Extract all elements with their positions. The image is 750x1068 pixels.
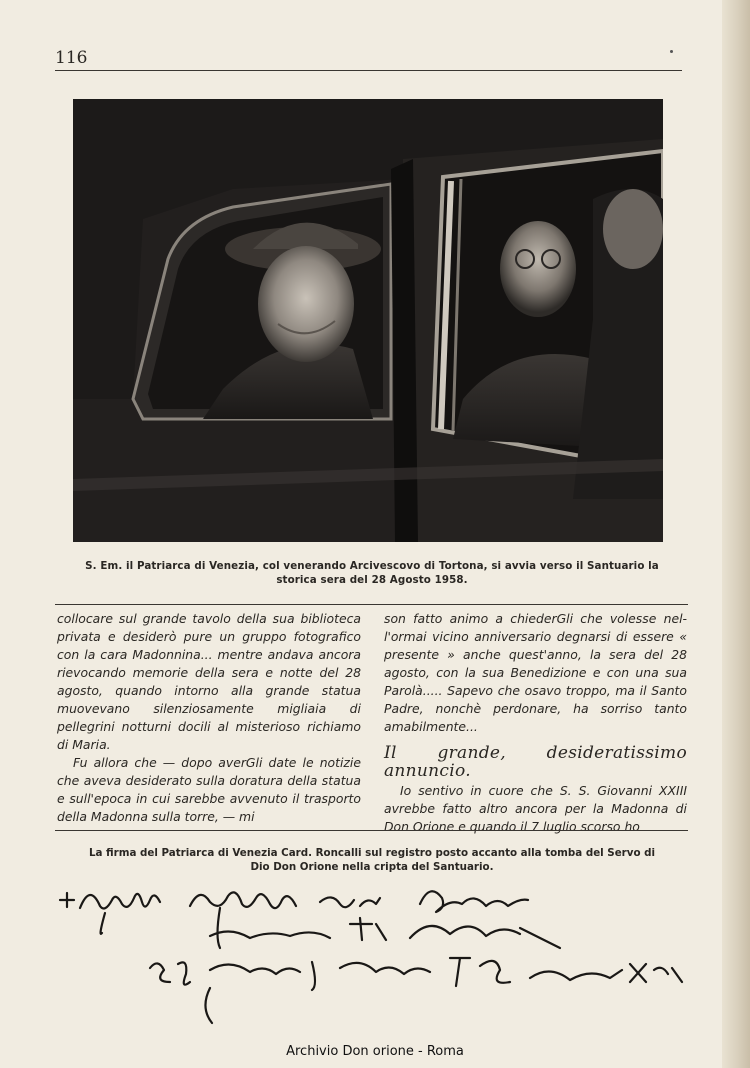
paragraph: Io sentivo in cuore che S. S. Giovanni XXIII avrebbe fatto altro ancora per la Madonna di Don Orione e quando il 7 luglio scorso ho	[384, 783, 687, 834]
text-column-left	[57, 610, 361, 826]
paragraph: collocare sul grande tavolo della sua biblioteca privata e desiderò pure un gruppo fotografico con la cara Madonnina... mentre andava ancora rievocando memorie della sera e notte del 28 agosto, quando intorno alla grande statua muovevano silenziosamente migliaia di pellegrini notturni docili al misterioso richiamo di Maria.	[57, 611, 361, 752]
handwritten-signature	[50, 878, 700, 1028]
page-edge	[722, 0, 750, 1068]
paragraph: son fatto animo a chiederGli che volesse nell'ormai vicino anniversario degnarsi di essere « presente » anche quest'anno, la sera del 28 agosto, con la sua Benedizione e con una sua Parolà..... Sapevo che osavo troppo, ma il Santo Padre, nonchè perdonare, ha sorriso tanto amabilmente...	[384, 611, 687, 734]
section-heading: Il grande, desideratissimo annuncio.	[384, 743, 687, 781]
photo-caption: S. Em. il Patriarca di Venezia, col venerando Arcivescovo di Tortona, si avvia verso il Santuario la storica sera del 28 Agosto 1958.	[85, 560, 659, 586]
signature-caption: La firma del Patriarca di Venezia Card. Roncalli sul registro posto accanto alla tomba del Servo di Dio Don Orione nella cripta del Santuario.	[88, 847, 656, 873]
photo-illustration	[73, 99, 663, 542]
section-rule	[55, 830, 688, 831]
text-column-right	[384, 610, 687, 836]
speck	[670, 50, 673, 53]
page-number: 116	[55, 48, 88, 68]
section-rule	[55, 604, 688, 605]
paragraph: Fu allora che — dopo averGli date le notizie che aveva desiderato sulla doratura della statua e sull'epoca in cui sarebbe avvenuto il trasporto della Madonna sulla torre, — mi	[57, 755, 361, 824]
photograph	[73, 99, 663, 542]
archive-footer: Archivio Don orione - Roma	[286, 1044, 464, 1059]
header-rule	[55, 70, 682, 71]
